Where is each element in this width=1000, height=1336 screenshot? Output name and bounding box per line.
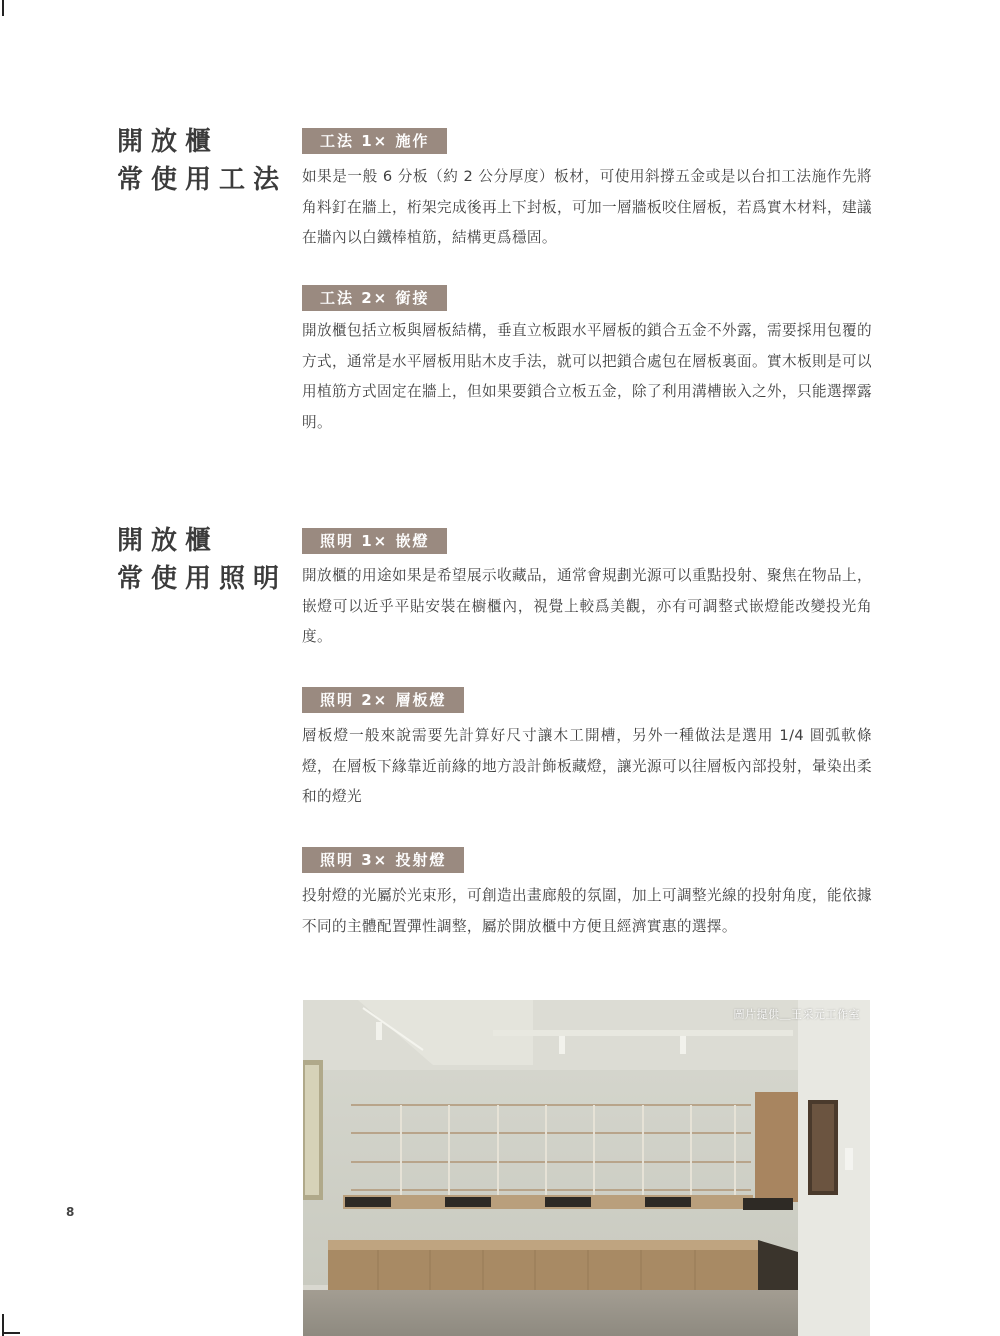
paragraph-method-1: 如果是一般 6 分板（約 2 公分厚度）板材，可使用斜撐五金或是以台扣工法施作先將角料釘在牆上，桁架完成後再上下封板，可加一層牆板咬住層板，若爲實木材料，建議在牆內以白鐵棒植筋，結構更爲穩固。 <box>302 168 872 246</box>
tag-method-2: 工法 2× 銜接 <box>302 285 447 311</box>
room-illustration <box>303 1000 870 1336</box>
page-number: 8 <box>66 1205 75 1219</box>
section-title-line: 常使用照明 <box>117 564 288 594</box>
section-title-line: 常使用工法 <box>117 165 288 195</box>
paragraph-lighting-3: 投射燈的光屬於光束形，可創造出畫廊般的氛圍，加上可調整光線的投射角度，能依據不同的主體配置彈性調整，屬於開放櫃中方便且經濟實惠的選擇。 <box>302 887 872 935</box>
tag-lighting-3: 照明 3× 投射燈 <box>302 847 464 873</box>
paragraph-lighting-1: 開放櫃的用途如果是希望展示收藏品，通常會規劃光源可以重點投射、聚焦在物品上，嵌燈可以近乎平貼安裝在櫥櫃內，視覺上較爲美觀，亦有可調整式嵌燈能改變投光角度。 <box>302 567 872 645</box>
section-title-line: 開放櫃 <box>117 526 220 556</box>
tag-method-1: 工法 1× 施作 <box>302 128 447 154</box>
paragraph-method-2: 開放櫃包括立板與層板結構，垂直立板跟水平層板的鎖合五金不外露，需要採用包覆的方式，通常是水平層板用貼木皮手法，就可以把鎖合處包在層板裏面。實木板則是可以用植筋方式固定在牆上，但如果要鎖合立板五金，除了利用溝槽嵌入之外，只能選擇露明。 <box>302 322 872 431</box>
photo-open-shelving <box>303 1000 870 1336</box>
crop-mark-top-left <box>2 0 4 16</box>
tag-lighting-1: 照明 1× 嵌燈 <box>302 528 447 554</box>
crop-mark-bottom-left-horizontal <box>2 1332 20 1334</box>
section-title-lighting <box>117 522 287 598</box>
tag-lighting-2: 照明 2× 層板燈 <box>302 687 464 713</box>
paragraph-lighting-2: 層板燈一般來說需要先計算好尺寸讓木工開槽，另外一種做法是選用 1/4 圓弧軟條燈，在層板下緣靠近前緣的地方設計飾板藏燈，讓光源可以往層板內部投射，暈染出柔和的燈光 <box>302 727 872 805</box>
section-title-line: 開放櫃 <box>117 127 220 157</box>
section-title-methods <box>117 123 287 199</box>
photo-credit: 圖片提供＿王采元工作室 <box>733 1008 860 1021</box>
